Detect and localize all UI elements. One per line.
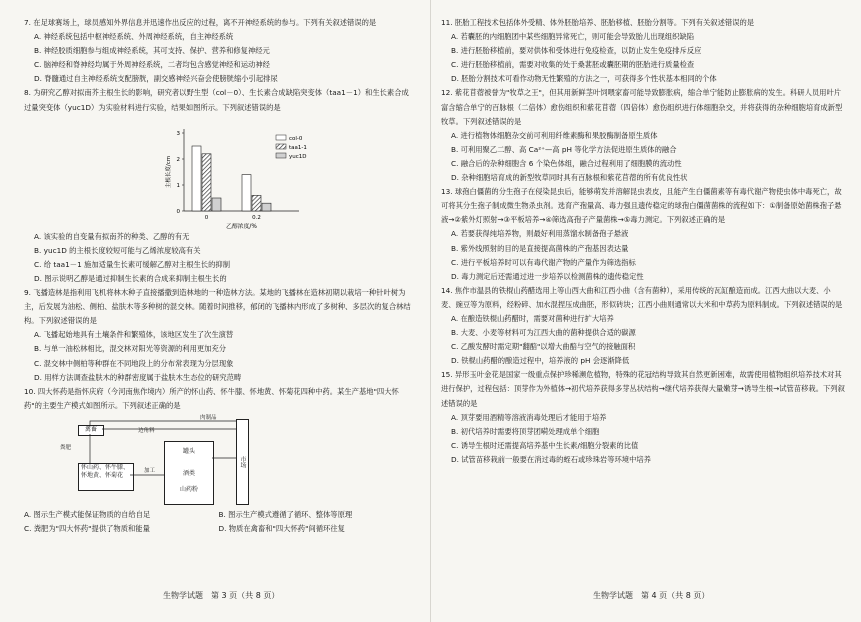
legend-label-taa1-1: taa1-1 bbox=[289, 144, 307, 151]
bar-yuc1D-0 bbox=[212, 198, 221, 211]
x-tick-label: 0 bbox=[204, 214, 209, 221]
question-13: 13. 球孢白僵菌的分生孢子在侵染昆虫后，能够萌发并溶解昆虫表皮，且能产生白僵菌素等有毒代谢产物使虫体中毒死亡，故可将其分生孢子制成微生物杀虫剂。选育产孢量高、毒力强且遗传稳定的球孢白僵菌菌株的流程如下：①制备原始菌株孢子悬液→②紫外灯照射→③平板培养→④筛选高孢子产量菌株→⑤毒力测定。下列叙述正确的是 bbox=[441, 187, 842, 225]
y-tick-label: 3 bbox=[176, 130, 180, 137]
flow-label-manure: 粪肥 bbox=[60, 444, 72, 451]
flow-box-poultry: 禽畜 bbox=[78, 425, 104, 436]
page-3-footer: 生物学试题 第 3 页（共 8 页） bbox=[163, 591, 280, 600]
x-tick-label: 0.2 bbox=[252, 214, 261, 221]
bar-taa1-1-0.2 bbox=[252, 195, 261, 211]
q13-option-c: C. 进行平板培养时可以有毒代谢产物的产量作为筛选指标 bbox=[451, 257, 636, 267]
flow-box-market: 市场 bbox=[236, 419, 249, 505]
q15-option-d: D. 试管苗移栽前一般要在消过毒的蛭石或珍珠岩等环境中培养 bbox=[451, 454, 651, 464]
y-tick-label: 1 bbox=[176, 182, 180, 189]
q14-option-b: B. 大麦、小麦等材料可为江西大曲的菌种提供合适的碳源 bbox=[451, 328, 636, 338]
q15-option-a: A. 顶芽要用酒精等溶液消毒处理后才能用于培养 bbox=[451, 412, 607, 422]
q13-option-b: B. 紫外线照射的目的是直接提高菌株的产孢基因表达量 bbox=[451, 243, 629, 253]
page-4 bbox=[430, 0, 861, 622]
q14-option-d: D. 铁棍山药醋的酿造过程中，培养液的 pH 会逐渐降低 bbox=[451, 356, 630, 366]
q10-option-b: B. 图示生产模式遵循了循环、整体等原理 bbox=[218, 509, 353, 519]
flow-label-scraps: 边角料 bbox=[138, 427, 155, 434]
y-axis-label: 主根长度/cm bbox=[166, 155, 172, 188]
q9-option-c: C. 混交林中侧柏等种群在不同地段上的分布常表现为分层现象 bbox=[34, 358, 234, 368]
q14-option-a: A. 在酿造铁棍山药醋时，需要对菌种进行扩大培养 bbox=[451, 313, 614, 323]
q7-option-d: D. 脊髓通过自主神经系统支配膀胱，副交感神经兴奋会使膀胱缩小引起排尿 bbox=[34, 74, 278, 84]
root-length-chart bbox=[24, 115, 413, 230]
y-tick-label: 2 bbox=[176, 156, 180, 163]
product-powder: 山药粉 bbox=[179, 485, 198, 493]
left-column bbox=[24, 16, 413, 536]
flow-arrows bbox=[24, 413, 284, 508]
q12-option-c: C. 融合后的杂种细胞含 6 个染色体组，融合过程利用了细胞膜的流动性 bbox=[451, 158, 682, 168]
q10-option-d: D. 物质在禽畜和"四大怀药"间循环往复 bbox=[218, 523, 345, 533]
q15-option-b: B. 初代培养时需要将顶芽团嗬处理成单个细胞 bbox=[451, 426, 600, 436]
product-cans: 罐头 bbox=[182, 447, 195, 455]
question-12: 12. 紫花苜蓿被誉为"牧草之王"，但其用新鲜茎叶饲喂家畜可能导致膨胀病，缩合单宁能防止膨胀病的发生。科研人员用叶片富含缩合单宁的百脉根（二倍体）愈伤组织和紫花苜蓿（四倍体）愈伤组织进行体细胞杂交，并将获得的杂种细胞培育成新型牧草。下列叙述错误的是 bbox=[441, 88, 843, 126]
product-wine: 酒类 bbox=[182, 469, 195, 477]
right-column bbox=[441, 16, 845, 467]
q13-option-a: A. 若要获得纯培养物，则最好利用蒸馏水制备孢子悬液 bbox=[451, 229, 629, 239]
q9-option-a: A. 飞播起始地具有土壤条件和繁殖体，该地区发生了次生演替 bbox=[34, 330, 234, 340]
q15-option-c: C. 诱导生根时还需提高培养基中生长素/细胞分裂素的比值 bbox=[451, 440, 639, 450]
question-7: 7. 在足球赛场上，球员感知外界信息并迅速作出反应的过程，离不开神经系统的参与。下列有关叙述错误的是 bbox=[24, 18, 377, 27]
page-4-footer: 生物学试题 第 4 页（共 8 页） bbox=[593, 591, 710, 600]
question-11: 11. 胚胎工程技术包括体外受精、体外胚胎培养、胚胎移植、胚胎分割等。下列有关叙述错误的是 bbox=[441, 18, 755, 27]
q8-option-c: C. 给 taa1－1 施加适量生长素可缓解乙醇对主根生长的抑制 bbox=[34, 259, 230, 269]
q12-option-a: A. 进行植物体细胞杂交前可利用纤维素酶和果胶酶制备原生质体 bbox=[451, 130, 658, 140]
q12-option-b: B. 可利用聚乙二醇、高 Ca²⁺—高 pH 等化学方法促进原生质体的融合 bbox=[451, 144, 677, 154]
x-axis-label: 乙醇浓度/% bbox=[226, 223, 257, 230]
bar-chart-svg bbox=[24, 115, 413, 230]
q7-option-a: A. 神经系统包括中枢神经系统、外周神经系统，自主神经系统 bbox=[34, 32, 234, 42]
page-3 bbox=[0, 0, 430, 622]
question-8: 8. 为研究乙醇对拟南芥主根生长的影响，研究者以野生型（col－0）、生长素合成缺陷突变体（taa1－1）和生长素合成过量突变体（yuc1D）为实验材料进行实验，结果如图所示。下列叙述错误的是 bbox=[24, 88, 409, 112]
legend-swatch-yuc1D bbox=[276, 153, 286, 158]
question-14: 14. 焦作市温县的铁棍山药醋选用上等山西大曲和江西小曲（含有菌种），采用传统的瓦缸酿造而成。江西大曲以大麦、小麦、豌豆等为原料，经粉碎、加水混捏压成曲胚，形似砖块；江西小曲则通常以大米和中草药为原料制成。下列叙述错误的是 bbox=[441, 285, 843, 309]
legend-swatch-taa1-1 bbox=[276, 144, 286, 149]
q9-option-d: D. 用样方法调查盐肤木的种群密度属于盐肤木生态位的研究范畴 bbox=[34, 372, 242, 382]
q7-option-c: C. 脑神经和脊神经均属于外周神经系统，二者均包含感觉神经和运动神经 bbox=[34, 60, 270, 70]
q11-option-a: A. 若囊胚的内细胞团中某些细胞异常死亡，则可能会导致胎儿出现组织缺陷 bbox=[451, 32, 694, 42]
legend-label-col-0: col-0 bbox=[289, 135, 303, 142]
flow-box-herbs: 怀山药、怀牛膝、怀地黄、怀菊花 bbox=[78, 463, 134, 491]
q11-option-c: C. 进行胚胎移植前，需要对收集的处于桑葚胚或囊胚期的胚胎进行质量检查 bbox=[451, 60, 695, 70]
q10-option-a: A. 图示生产模式能保证物质的自给自足 bbox=[24, 509, 151, 519]
q8-option-d: D. 图示说明乙醇是通过抑制生长素的合成来抑制主根生长的 bbox=[34, 273, 227, 283]
q13-option-d: D. 毒力测定后还需通过进一步培养以检测菌株的遗传稳定性 bbox=[451, 271, 644, 281]
q7-option-b: B. 神经胶质细胞参与组成神经系统，其可支持、保护、营养和修复神经元 bbox=[34, 46, 270, 56]
q10-options-row-1 bbox=[24, 508, 413, 522]
q10-option-c: C. 粪肥为"四大怀药"提供了物质和能量 bbox=[24, 523, 150, 533]
flow-label-meat: 肉制品 bbox=[200, 414, 217, 421]
bar-taa1-1-0 bbox=[202, 153, 211, 210]
q11-option-d: D. 胚胎分割技术可看作动物无性繁殖的方法之一，可获得多个性状基本相同的个体 bbox=[451, 74, 717, 84]
y-tick-label: 0 bbox=[176, 208, 180, 215]
q8-option-b: B. yuc1D 的主根长度较短可能与乙烯浓度较高有关 bbox=[34, 245, 201, 255]
question-9: 9. 飞播造林是指利用飞机将林木种子直接播撒到造林地的一种造林方法。某地的飞播林在造林初期以栽培一种针叶树为主，后发展为油松、侧柏、盐肤木等多种树的混交林。随着时间推移，郁闭的飞播林内形成了多树种、多层次的复合林结构。下列叙述错误的是 bbox=[24, 288, 411, 326]
q14-option-c: C. 乙酸发酵时需定期"翻醅"以增大曲醅与空气的接触面积 bbox=[451, 342, 636, 352]
question-15: 15. 异形玉叶金花是国家一级重点保护珍稀濒危植物，特殊的花冠结构导致其自然更新困难，故需使用植物组织培养技术对其进行保护，过程包括：顶芽作为外植体→初代培养获得多芽丛状结构→继代培养获得大量嫩芽→诱导生根→试管苗移栽。下列叙述错误的是 bbox=[441, 370, 845, 408]
q9-option-b: B. 与单一油松林相比，混交林对阳光等资源的利用更加充分 bbox=[34, 344, 227, 354]
bar-col-0-0.2 bbox=[242, 174, 251, 210]
q10-options-row-2 bbox=[24, 522, 413, 536]
production-flow-diagram bbox=[24, 413, 413, 508]
legend-label-yuc1D: yuc1D bbox=[289, 153, 307, 160]
question-10: 10. 四大怀药是指怀庆府（今河南焦作境内）所产的怀山药、怀牛膝、怀地黄、怀菊花四种中药。某生产基地"四大怀药"的主要生产模式如图所示。下列叙述正确的是 bbox=[24, 386, 399, 410]
q8-option-a: A. 该实验的自变量有拟南芥的种类、乙醇的有无 bbox=[34, 231, 190, 241]
q12-option-d: D. 杂种细胞培育成的新型牧草同时具有百脉根和紫花苜蓿的所有优良性状 bbox=[451, 173, 688, 183]
flow-label-process: 加工 bbox=[144, 467, 156, 474]
legend-swatch-col-0 bbox=[276, 135, 286, 140]
bar-yuc1D-0.2 bbox=[262, 203, 271, 211]
bar-col-0-0 bbox=[192, 146, 201, 211]
q11-option-b: B. 进行胚胎移植前，要对供体和受体进行免疫检查，以防止发生免疫排斥反应 bbox=[451, 46, 702, 56]
